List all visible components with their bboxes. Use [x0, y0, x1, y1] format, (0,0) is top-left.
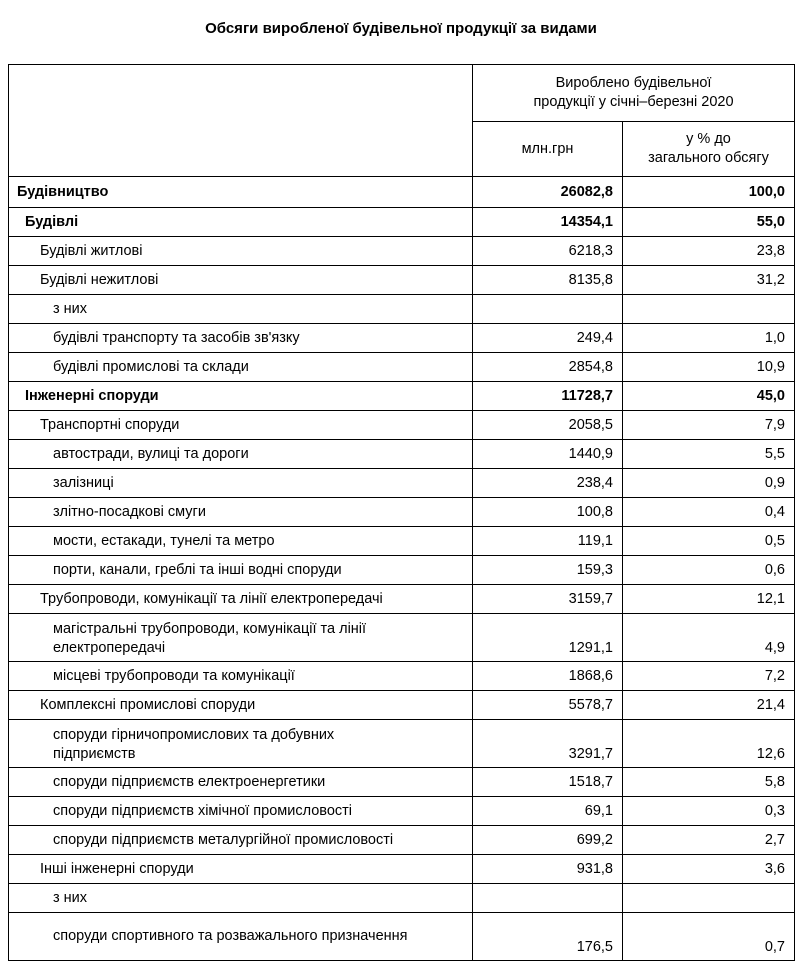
table-row	[9, 324, 795, 353]
row-value	[473, 884, 623, 913]
table-row	[9, 527, 795, 556]
row-value: 699,2	[473, 826, 623, 855]
row-percent: 0,6	[623, 556, 795, 585]
row-value: 1868,6	[473, 662, 623, 691]
row-label: Інші інженерні споруди	[9, 855, 473, 884]
row-label: з них	[9, 884, 473, 913]
row-label: Транспортні споруди	[9, 411, 473, 440]
row-label: споруди підприємств металургійної промисловості	[9, 826, 473, 855]
row-percent	[623, 884, 795, 913]
row-value	[473, 295, 623, 324]
row-value: 1291,1	[473, 614, 623, 662]
row-value: 249,4	[473, 324, 623, 353]
row-value: 238,4	[473, 469, 623, 498]
row-label: будівлі промислові та склади	[9, 353, 473, 382]
row-value: 119,1	[473, 527, 623, 556]
table-row	[9, 884, 795, 913]
row-percent: 4,9	[623, 614, 795, 662]
percent-column-header: у % до загального обсягу	[623, 122, 795, 177]
row-label: Інженерні споруди	[9, 382, 473, 411]
row-label: магістральні трубопроводи, комунікації та лінії електропередачі	[9, 614, 473, 662]
table-row	[9, 177, 795, 208]
row-value: 6218,3	[473, 237, 623, 266]
row-percent: 2,7	[623, 826, 795, 855]
row-label: місцеві трубопроводи та комунікації	[9, 662, 473, 691]
row-label: порти, канали, греблі та інші водні споруди	[9, 556, 473, 585]
row-value: 11728,7	[473, 382, 623, 411]
row-value: 1518,7	[473, 768, 623, 797]
row-value: 5578,7	[473, 691, 623, 720]
row-percent: 0,3	[623, 797, 795, 826]
table-row	[9, 208, 795, 237]
row-label: злітно-посадкові смуги	[9, 498, 473, 527]
table-row	[9, 720, 795, 768]
table-row	[9, 556, 795, 585]
row-label: Будівництво	[9, 177, 473, 208]
row-value: 2854,8	[473, 353, 623, 382]
table-row	[9, 237, 795, 266]
category-header-cell	[9, 65, 473, 177]
row-value: 8135,8	[473, 266, 623, 295]
row-label: залізниці	[9, 469, 473, 498]
row-value: 100,8	[473, 498, 623, 527]
row-percent	[623, 295, 795, 324]
page-title: Обсяги виробленої будівельної продукції за видами	[205, 20, 597, 37]
row-percent: 10,9	[623, 353, 795, 382]
table-row	[9, 797, 795, 826]
row-value: 14354,1	[473, 208, 623, 237]
row-label: споруди спортивного та розважального призначення	[9, 913, 473, 961]
row-label: з них	[9, 295, 473, 324]
table-row	[9, 662, 795, 691]
header-group-cell: Вироблено будівельної продукції у січні–березні 2020	[473, 65, 795, 122]
construction-volume-table	[8, 64, 795, 961]
row-label: споруди гірничопромислових та добувних підприємств	[9, 720, 473, 768]
row-percent: 1,0	[623, 324, 795, 353]
row-percent: 7,9	[623, 411, 795, 440]
row-percent: 31,2	[623, 266, 795, 295]
row-value: 3159,7	[473, 585, 623, 614]
row-label: автостради, вулиці та дороги	[9, 440, 473, 469]
row-percent: 45,0	[623, 382, 795, 411]
row-percent: 0,5	[623, 527, 795, 556]
row-label: Будівлі	[9, 208, 473, 237]
row-label: Комплексні промислові споруди	[9, 691, 473, 720]
row-percent: 55,0	[623, 208, 795, 237]
row-label: споруди підприємств хімічної промисловості	[9, 797, 473, 826]
table-row	[9, 913, 795, 961]
table-row	[9, 768, 795, 797]
row-percent: 0,7	[623, 913, 795, 961]
row-value: 176,5	[473, 913, 623, 961]
row-label: Трубопроводи, комунікації та лінії електропередачі	[9, 585, 473, 614]
row-percent: 7,2	[623, 662, 795, 691]
row-value: 1440,9	[473, 440, 623, 469]
row-value: 69,1	[473, 797, 623, 826]
row-percent: 0,4	[623, 498, 795, 527]
table-row	[9, 691, 795, 720]
row-label: будівлі транспорту та засобів зв'язку	[9, 324, 473, 353]
row-value: 3291,7	[473, 720, 623, 768]
row-label: споруди підприємств електроенергетики	[9, 768, 473, 797]
row-value: 931,8	[473, 855, 623, 884]
table-row	[9, 469, 795, 498]
table-row	[9, 411, 795, 440]
table-row	[9, 266, 795, 295]
row-label: Будівлі житлові	[9, 237, 473, 266]
table-row	[9, 826, 795, 855]
table-row	[9, 295, 795, 324]
row-percent: 100,0	[623, 177, 795, 208]
row-value: 159,3	[473, 556, 623, 585]
value-column-header: млн.грн	[473, 122, 623, 177]
table-row	[9, 498, 795, 527]
row-label: мости, естакади, тунелі та метро	[9, 527, 473, 556]
table-row	[9, 614, 795, 662]
row-percent: 23,8	[623, 237, 795, 266]
table-row	[9, 855, 795, 884]
row-percent: 12,1	[623, 585, 795, 614]
row-percent: 0,9	[623, 469, 795, 498]
row-value: 2058,5	[473, 411, 623, 440]
table-row	[9, 585, 795, 614]
row-percent: 5,5	[623, 440, 795, 469]
row-percent: 3,6	[623, 855, 795, 884]
table-row	[9, 353, 795, 382]
row-percent: 5,8	[623, 768, 795, 797]
table-row	[9, 382, 795, 411]
row-percent: 12,6	[623, 720, 795, 768]
table-row	[9, 440, 795, 469]
row-percent: 21,4	[623, 691, 795, 720]
row-value: 26082,8	[473, 177, 623, 208]
row-label: Будівлі нежитлові	[9, 266, 473, 295]
